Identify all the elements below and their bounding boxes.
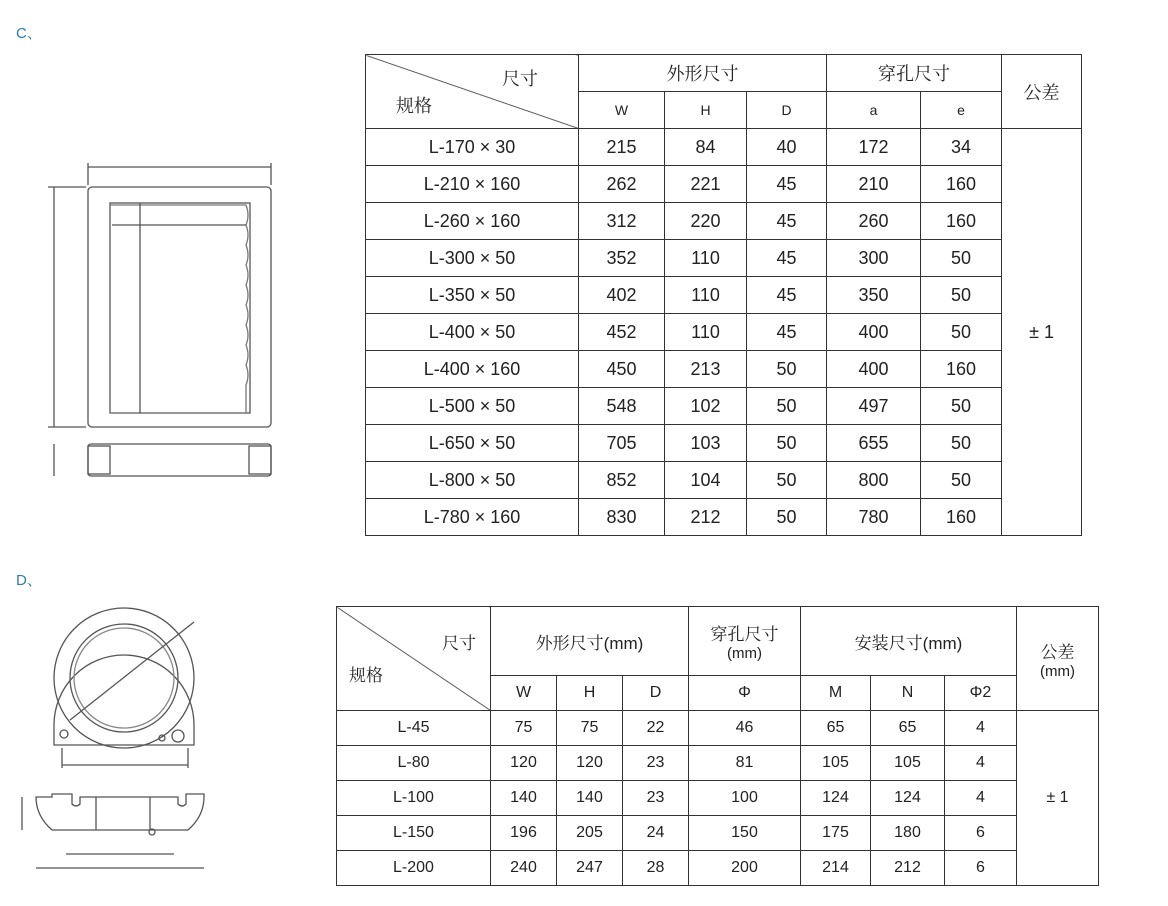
table-row xyxy=(366,388,1082,425)
cell-e: 50 xyxy=(921,388,1002,425)
table-row xyxy=(337,816,1099,851)
group-header-hole-unit: (mm) xyxy=(727,645,762,662)
cell-spec: L-800 × 50 xyxy=(366,462,579,499)
cell-phi2: 6 xyxy=(945,851,1017,886)
cell-d: 23 xyxy=(623,746,689,781)
cell-spec: L-150 xyxy=(337,816,491,851)
cell-e: 160 xyxy=(921,166,1002,203)
group-header-hole xyxy=(689,607,801,676)
cell-a: 300 xyxy=(827,240,921,277)
cell-spec: L-300 × 50 xyxy=(366,240,579,277)
cell-a: 260 xyxy=(827,203,921,240)
cell-spec: L-500 × 50 xyxy=(366,388,579,425)
subheader-n: N xyxy=(871,676,945,711)
cell-m: 214 xyxy=(801,851,871,886)
cell-d: 45 xyxy=(747,314,827,351)
cell-h: 102 xyxy=(665,388,747,425)
cell-m: 105 xyxy=(801,746,871,781)
group-header-outer: 外形尺寸 xyxy=(579,55,827,92)
tolerance-value: ± 1 xyxy=(1002,129,1082,536)
cell-w: 140 xyxy=(491,781,557,816)
subheader-phi2: Φ2 xyxy=(945,676,1017,711)
subheader-a: a xyxy=(827,92,921,129)
table-row xyxy=(366,277,1082,314)
cell-d: 45 xyxy=(747,166,827,203)
corner-header xyxy=(366,55,579,129)
cell-n: 180 xyxy=(871,816,945,851)
cell-d: 45 xyxy=(747,240,827,277)
cell-m: 124 xyxy=(801,781,871,816)
table-row xyxy=(366,314,1082,351)
cell-e: 50 xyxy=(921,314,1002,351)
cell-phi2: 4 xyxy=(945,711,1017,746)
cell-w: 75 xyxy=(491,711,557,746)
cell-h: 213 xyxy=(665,351,747,388)
cell-d: 50 xyxy=(747,499,827,536)
table-row xyxy=(366,351,1082,388)
cell-d: 28 xyxy=(623,851,689,886)
table-row xyxy=(337,851,1099,886)
cell-d: 50 xyxy=(747,425,827,462)
cell-a: 780 xyxy=(827,499,921,536)
tolerance-header-title: 公差 xyxy=(1040,642,1075,662)
cell-h: 103 xyxy=(665,425,747,462)
cell-w: 240 xyxy=(491,851,557,886)
cell-d: 23 xyxy=(623,781,689,816)
cell-w: 262 xyxy=(579,166,665,203)
cell-h: 120 xyxy=(557,746,623,781)
cell-h: 84 xyxy=(665,129,747,166)
cell-phi2: 6 xyxy=(945,816,1017,851)
cell-h: 247 xyxy=(557,851,623,886)
cell-phi: 200 xyxy=(689,851,801,886)
cell-a: 655 xyxy=(827,425,921,462)
cell-a: 172 xyxy=(827,129,921,166)
cell-spec: L-200 xyxy=(337,851,491,886)
cell-w: 352 xyxy=(579,240,665,277)
cell-h: 221 xyxy=(665,166,747,203)
table-row xyxy=(366,499,1082,536)
tolerance-value: ± 1 xyxy=(1017,711,1099,886)
corner-label-size: 尺寸 xyxy=(502,69,538,89)
cell-n: 105 xyxy=(871,746,945,781)
cell-h: 220 xyxy=(665,203,747,240)
subheader-d: D xyxy=(623,676,689,711)
cell-w: 830 xyxy=(579,499,665,536)
cell-a: 497 xyxy=(827,388,921,425)
cell-e: 50 xyxy=(921,425,1002,462)
cell-w: 312 xyxy=(579,203,665,240)
group-header-hole-title: 穿孔尺寸 xyxy=(710,625,779,644)
cell-a: 400 xyxy=(827,351,921,388)
cell-d: 45 xyxy=(747,277,827,314)
section-d-label: D、 xyxy=(16,572,42,589)
spec-table-c xyxy=(365,54,1082,536)
cell-w: 402 xyxy=(579,277,665,314)
cell-n: 212 xyxy=(871,851,945,886)
cell-m: 175 xyxy=(801,816,871,851)
table-row xyxy=(366,129,1082,166)
cell-d: 50 xyxy=(747,462,827,499)
cell-a: 350 xyxy=(827,277,921,314)
group-header-install: 安装尺寸(mm) xyxy=(801,607,1017,676)
subheader-h: H xyxy=(557,676,623,711)
table-row xyxy=(366,166,1082,203)
cell-e: 50 xyxy=(921,462,1002,499)
table-row xyxy=(337,781,1099,816)
cell-a: 800 xyxy=(827,462,921,499)
corner-header xyxy=(337,607,491,711)
cell-h: 110 xyxy=(665,314,747,351)
cell-h: 140 xyxy=(557,781,623,816)
subheader-phi: Φ xyxy=(689,676,801,711)
cell-spec: L-400 × 50 xyxy=(366,314,579,351)
cell-e: 160 xyxy=(921,351,1002,388)
cell-d: 50 xyxy=(747,351,827,388)
cell-phi: 100 xyxy=(689,781,801,816)
cell-e: 160 xyxy=(921,203,1002,240)
spec-table-d xyxy=(336,606,1099,886)
cell-spec: L-400 × 160 xyxy=(366,351,579,388)
cell-d: 40 xyxy=(747,129,827,166)
cell-e: 34 xyxy=(921,129,1002,166)
cell-e: 50 xyxy=(921,240,1002,277)
cell-h: 212 xyxy=(665,499,747,536)
tolerance-header: 公差 xyxy=(1002,55,1082,129)
tolerance-header-unit: (mm) xyxy=(1040,662,1075,680)
table-row xyxy=(366,240,1082,277)
table-row xyxy=(366,203,1082,240)
subheader-w: W xyxy=(579,92,665,129)
cell-n: 65 xyxy=(871,711,945,746)
cell-w: 548 xyxy=(579,388,665,425)
cell-spec: L-210 × 160 xyxy=(366,166,579,203)
cell-w: 120 xyxy=(491,746,557,781)
cell-a: 400 xyxy=(827,314,921,351)
table-row xyxy=(366,462,1082,499)
cell-w: 450 xyxy=(579,351,665,388)
cell-phi: 150 xyxy=(689,816,801,851)
cell-spec: L-170 × 30 xyxy=(366,129,579,166)
cell-spec: L-350 × 50 xyxy=(366,277,579,314)
cell-n: 124 xyxy=(871,781,945,816)
section-c-label: C、 xyxy=(16,25,42,42)
cell-d: 50 xyxy=(747,388,827,425)
cell-phi: 46 xyxy=(689,711,801,746)
round-core-drawing xyxy=(18,600,228,890)
tolerance-header xyxy=(1017,607,1099,711)
table-row xyxy=(337,746,1099,781)
corner-label-spec: 规格 xyxy=(396,96,432,116)
corner-label-spec: 规格 xyxy=(349,666,383,685)
cell-h: 205 xyxy=(557,816,623,851)
group-header-outer: 外形尺寸(mm) xyxy=(491,607,689,676)
cell-phi: 81 xyxy=(689,746,801,781)
table-row xyxy=(366,425,1082,462)
cell-h: 110 xyxy=(665,277,747,314)
cell-phi2: 4 xyxy=(945,746,1017,781)
cell-w: 705 xyxy=(579,425,665,462)
cell-h: 75 xyxy=(557,711,623,746)
cell-d: 24 xyxy=(623,816,689,851)
group-header-hole: 穿孔尺寸 xyxy=(827,55,1002,92)
subheader-d: D xyxy=(747,92,827,129)
cell-d: 45 xyxy=(747,203,827,240)
cell-spec: L-45 xyxy=(337,711,491,746)
cell-spec: L-80 xyxy=(337,746,491,781)
table-row xyxy=(337,711,1099,746)
cell-spec: L-260 × 160 xyxy=(366,203,579,240)
cell-h: 104 xyxy=(665,462,747,499)
corner-label-size: 尺寸 xyxy=(442,634,476,653)
cell-phi2: 4 xyxy=(945,781,1017,816)
cell-w: 215 xyxy=(579,129,665,166)
cell-spec: L-100 xyxy=(337,781,491,816)
cell-e: 160 xyxy=(921,499,1002,536)
subheader-h: H xyxy=(665,92,747,129)
cell-w: 452 xyxy=(579,314,665,351)
cell-m: 65 xyxy=(801,711,871,746)
cell-w: 852 xyxy=(579,462,665,499)
cell-e: 50 xyxy=(921,277,1002,314)
cell-spec: L-650 × 50 xyxy=(366,425,579,462)
cell-spec: L-780 × 160 xyxy=(366,499,579,536)
cell-h: 110 xyxy=(665,240,747,277)
subheader-e: e xyxy=(921,92,1002,129)
cell-a: 210 xyxy=(827,166,921,203)
rectangular-core-drawing xyxy=(40,155,280,485)
cell-w: 196 xyxy=(491,816,557,851)
cell-d: 22 xyxy=(623,711,689,746)
subheader-m: M xyxy=(801,676,871,711)
subheader-w: W xyxy=(491,676,557,711)
